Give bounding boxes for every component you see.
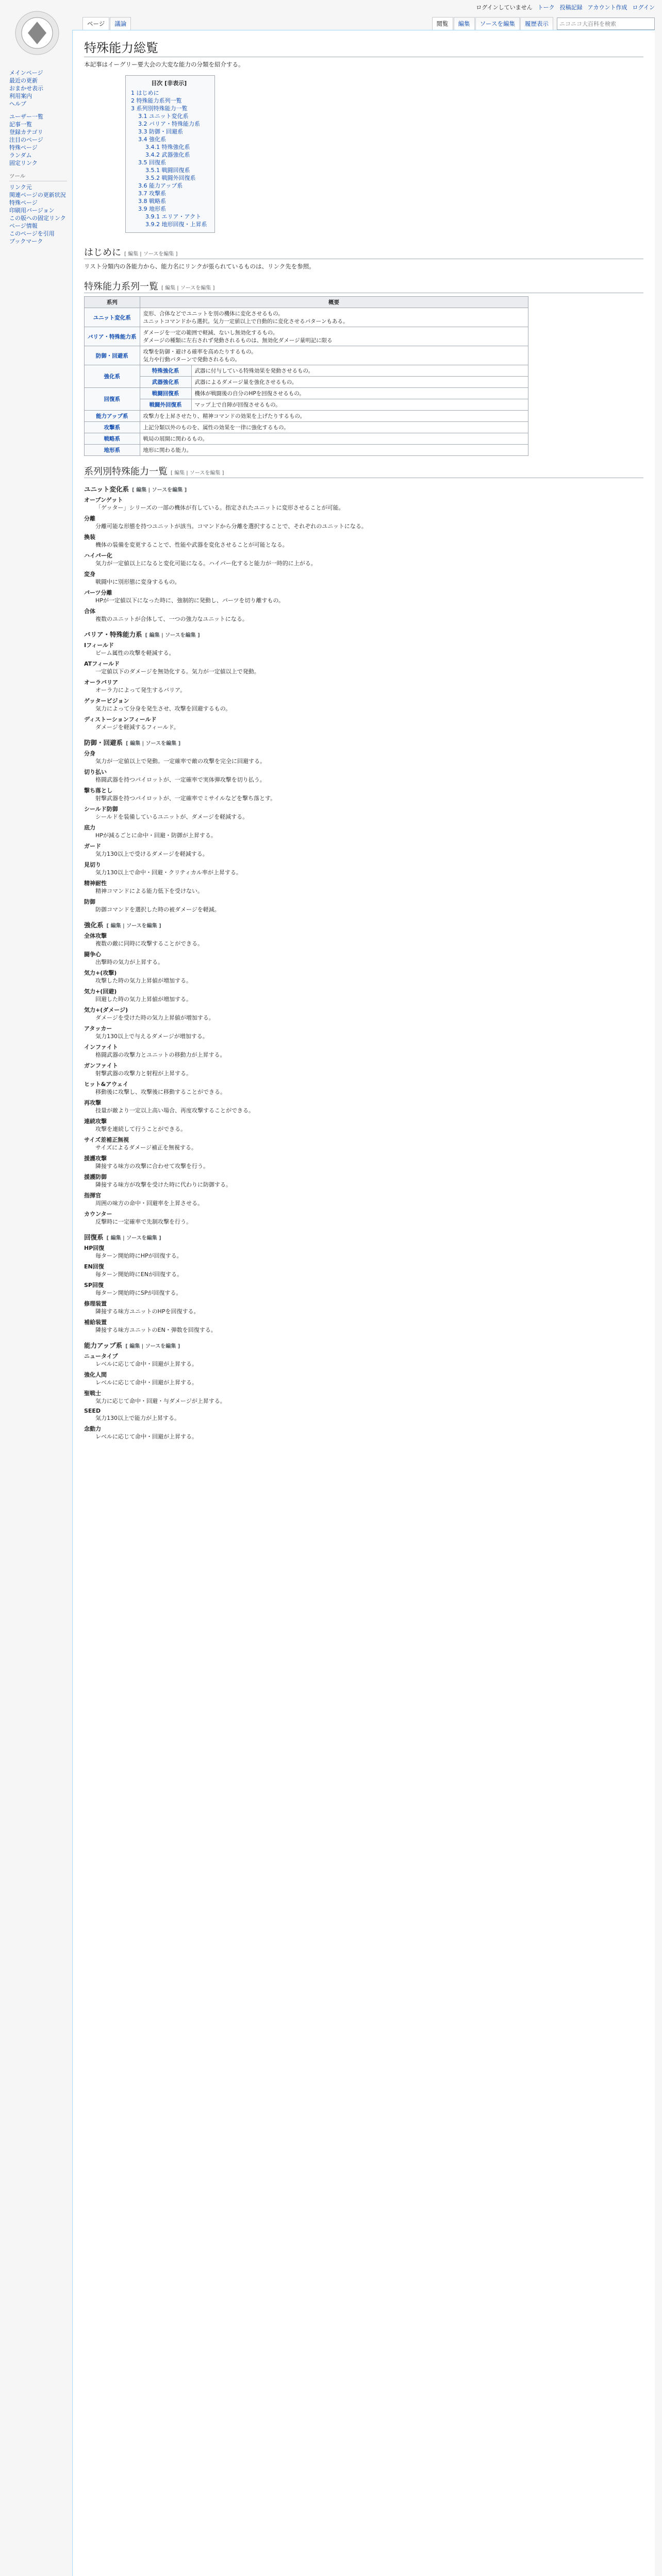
series-link[interactable]: バリア・特殊能力系	[88, 333, 137, 340]
ability-name: 連続攻撃	[84, 1118, 107, 1125]
series-desc: 武器に付与している特殊効果を発動させるもの。	[191, 365, 528, 377]
series-desc-line: 変形、合体などでユニットを別の機体に変化させるもの。	[143, 311, 284, 317]
tab-action-0[interactable]: 閲覧	[432, 17, 453, 30]
ability-desc: サイズによるダメージ補正を無視する。	[95, 1144, 197, 1151]
subsection-title: バリア・特殊能力系	[84, 631, 142, 638]
ability-desc: 機体の装備を変更することで、性能や武器を変化させることが可能となる。	[95, 541, 288, 548]
ability-desc: ビーム属性の攻撃を軽減する。	[95, 650, 175, 656]
subsection-title: 防御・回避系	[84, 739, 123, 747]
ability-name: サイズ差補正無視	[84, 1137, 129, 1143]
series-desc-line: 気力や行動パターンで発動されるもの。	[143, 357, 240, 363]
ability-name: HP回復	[84, 1245, 105, 1251]
table-row	[85, 365, 528, 377]
series-desc	[140, 433, 528, 445]
subseries-link[interactable]: 戦闘外回復系	[149, 402, 182, 408]
ability-desc: 移動後に攻撃し、攻撃後に移動することができる。	[95, 1089, 226, 1095]
ability-name: オープンゲット	[84, 497, 123, 503]
ability-name: 分離	[84, 515, 95, 522]
personal-link[interactable]: トーク	[537, 4, 555, 11]
series-table	[84, 296, 528, 456]
ability-name: SP回復	[84, 1282, 104, 1289]
ability-name: 指揮官	[84, 1192, 101, 1199]
ability-name: 気力+(攻撃)	[84, 970, 117, 976]
sidebar-item[interactable]: 固定リンク	[9, 160, 38, 166]
series-link[interactable]: 強化系	[104, 374, 120, 380]
ability-name: ニュータイプ	[84, 1353, 118, 1360]
table-row	[85, 346, 528, 365]
series-name[interactable]	[85, 388, 140, 411]
table-row	[85, 445, 528, 456]
series-desc-line: 上記分類以外のものを、属性の効果を一律に強化するもの。	[143, 425, 289, 431]
subseries-name[interactable]	[140, 399, 191, 411]
ability-desc: 隣接する味方ユニットのHPを回復する。	[95, 1308, 200, 1315]
sidebar-item[interactable]: ユーザー一覧	[9, 113, 43, 120]
personal-link[interactable]: ログイン	[632, 4, 655, 11]
ability-desc: 周囲の味方の命中・回避率を上昇させる。	[95, 1200, 203, 1207]
series-name[interactable]	[85, 411, 140, 422]
ability-name: カウンター	[84, 1211, 112, 1217]
sidebar-item[interactable]: 記事一覧	[9, 121, 32, 128]
sidebar-item[interactable]: ブックマーク	[9, 238, 43, 245]
ability-desc: HPが一定値以下になった時に、強制的に発動し、パーツを切り離すもの。	[95, 597, 285, 604]
series-desc	[140, 327, 528, 346]
ability-desc: 「ゲッター」シリーズの一部の機体が有している。指定されたユニットに変形させることが可能。	[95, 504, 344, 511]
section-heading: 特殊能力系列一覧 [ 編集 | ソースを編集 ]	[84, 279, 643, 293]
ability-desc: 防御コマンドを選択した時の被ダメージを軽減。	[95, 906, 220, 913]
personal-link[interactable]: アカウント作成	[587, 4, 627, 11]
ability-name: 換装	[84, 534, 95, 540]
tab-action-1[interactable]: 編集	[454, 17, 475, 30]
series-desc	[140, 422, 528, 433]
sidebar-item[interactable]: 登録カテゴリ	[9, 129, 43, 135]
ability-desc: 気力によって分身を発生させ、攻撃を回避するもの。	[95, 705, 231, 712]
sidebar-item[interactable]: おまかせ表示	[9, 85, 43, 92]
ability-name: ヒット&アウェイ	[84, 1081, 128, 1088]
ability-name: 闘争心	[84, 951, 101, 958]
ability-name: ガード	[84, 843, 101, 850]
sidebar-item[interactable]: 最近の更新	[9, 77, 38, 84]
series-link[interactable]: 能力アップ系	[96, 413, 128, 419]
sidebar-item[interactable]: ヘルプ	[9, 100, 26, 107]
table-header: 系列	[85, 297, 140, 308]
series-name[interactable]	[85, 433, 140, 445]
ability-desc: 射撃武器の攻撃力と射程が上昇する。	[95, 1070, 192, 1077]
series-link[interactable]: ユニット変化系	[93, 314, 131, 321]
ability-name: 念動力	[84, 1426, 101, 1432]
ability-desc: 射撃武器を持つパイロットが、一定確率でミサイルなどを撃ち落とす。	[95, 795, 276, 802]
edit-link[interactable]: [ 編集 | ソースを編集 ]	[132, 487, 187, 493]
sidebar-item[interactable]: リンク元	[9, 184, 32, 191]
table-row	[85, 399, 528, 411]
ability-name: 補給装置	[84, 1319, 107, 1326]
ability-desc: 気力130以上で命中・回避・クリティカル率が上昇する。	[95, 869, 242, 876]
toc-item[interactable]: 3.7 攻撃系	[138, 190, 166, 197]
section-heading: 系列別特殊能力一覧 [ 編集 | ソースを編集 ]	[84, 464, 643, 478]
table-row	[85, 422, 528, 433]
series-name[interactable]	[85, 346, 140, 365]
series-desc	[140, 411, 528, 422]
ability-name: インファイト	[84, 1044, 118, 1050]
subseries-link[interactable]: 戦闘回復系	[152, 391, 179, 397]
ability-name: 変身	[84, 571, 95, 578]
sidebar-item[interactable]: メインページ	[9, 70, 43, 76]
series-desc: 武器によるダメージ量を強化させるもの。	[191, 377, 528, 388]
toc-item[interactable]: 3.5.1 戦闘回復系	[145, 167, 190, 174]
sidebar-item[interactable]: 印刷用バージョン	[9, 207, 55, 214]
toc-item[interactable]: 3.6 能力アップ系	[138, 182, 183, 189]
edit-link[interactable]: [ 編集 | ソースを編集 ]	[106, 923, 161, 929]
ability-name: ゲッタービジョン	[84, 698, 129, 704]
table-row	[85, 433, 528, 445]
subsection-heading	[84, 484, 643, 494]
ability-name: ガンファイト	[84, 1062, 118, 1069]
ability-desc: 一定値以下のダメージを無効化する。気力が一定値以上で発動。	[95, 668, 260, 675]
toc-item[interactable]: 3.4.2 武器強化系	[145, 151, 190, 158]
ability-desc: ダメージを軽減するフィールド。	[95, 724, 179, 731]
series-desc-line: 戦局の展開に関わるもの。	[143, 436, 208, 442]
ability-name: 気力+(ダメージ)	[84, 1007, 128, 1013]
ability-desc: 気力に応じて命中・回避・与ダメージが上昇する。	[95, 1398, 226, 1404]
series-link[interactable]: 戦略系	[104, 436, 120, 442]
ability-name: ハイパー化	[84, 552, 112, 559]
subseries-name[interactable]	[140, 365, 191, 377]
section-text: リスト分類内の各能力から、能力名にリンクが張られているものは、リンク先を参照。	[84, 263, 315, 270]
ability-name: 底力	[84, 824, 95, 831]
sidebar-item[interactable]: このページを引用	[9, 230, 55, 237]
personal-tools	[476, 3, 655, 11]
edit-link[interactable]: [ 編集 | ソースを編集 ]	[125, 1344, 180, 1349]
series-desc	[140, 445, 528, 456]
series-desc-line: 地形に関わる能力。	[143, 447, 192, 453]
series-desc-line: ダメージを一定の範囲で軽減、ないし無効化するもの。	[143, 330, 278, 336]
toc-title[interactable]: 目次 [非表示]	[151, 80, 187, 87]
series-desc	[140, 346, 528, 365]
ability-desc: 毎ターン開始時にHPが回復する。	[95, 1252, 183, 1259]
table-row	[85, 308, 528, 327]
subseries-name[interactable]	[140, 377, 191, 388]
series-name[interactable]	[85, 445, 140, 456]
ability-name: EN回復	[84, 1263, 104, 1270]
subseries-name[interactable]	[140, 388, 191, 399]
page-tabs	[82, 15, 655, 30]
sidebar-group	[0, 113, 72, 167]
subsection-heading	[84, 738, 643, 747]
table-row	[85, 377, 528, 388]
toc-item[interactable]: 3.4.1 特殊強化系	[145, 144, 190, 150]
ability-desc: 技量が敵より一定以上高い場合、再度攻撃することができる。	[95, 1107, 254, 1114]
toc-item[interactable]: 2 特殊能力系列一覧	[131, 97, 182, 104]
subsection-heading	[84, 1232, 643, 1242]
subsection-heading	[84, 1341, 643, 1350]
tab-action-2[interactable]: ソースを編集	[475, 17, 520, 30]
ability-name: 分身	[84, 750, 95, 757]
personal-link[interactable]: 投稿記録	[559, 4, 583, 11]
ability-name: 見切り	[84, 861, 101, 868]
ability-desc: 複数のユニットが合体して、一つの強力なユニットになる。	[95, 616, 248, 622]
toc-item[interactable]: 3.8 戦略系	[138, 198, 166, 205]
edit-link[interactable]: [ 編集 | ソースを編集 ]	[161, 285, 215, 291]
edit-link[interactable]: [ 編集 | ソースを編集 ]	[171, 470, 224, 476]
table-of-contents	[125, 75, 215, 233]
ability-desc: 戦闘中に別形態に変身するもの。	[95, 579, 180, 585]
ability-name: 撃ち落とし	[84, 787, 112, 794]
sidebar-group-title: ツール	[9, 172, 67, 181]
toc-item[interactable]: 3.9 地形系	[138, 206, 166, 212]
series-desc	[140, 308, 528, 327]
page-title: 特殊能力総覧	[84, 38, 643, 57]
ability-desc: 格闘武器の攻撃力とユニットの移動力が上昇する。	[95, 1052, 226, 1058]
sidebar-item[interactable]: 注目のページ	[9, 137, 43, 143]
section-heading: はじめに [ 編集 | ソースを編集 ]	[84, 245, 643, 259]
toc-item[interactable]: 3.4 強化系	[138, 136, 166, 143]
subseries-link[interactable]: 特殊強化系	[152, 368, 179, 374]
ability-desc: レベルに応じて命中・回避が上昇する。	[95, 1433, 197, 1440]
site-logo[interactable]	[7, 6, 67, 63]
subsection-heading	[84, 920, 643, 929]
ability-desc: 攻撃を連続して行うことができる。	[95, 1126, 186, 1132]
ability-desc: レベルに応じて命中・回避が上昇する。	[95, 1379, 197, 1386]
series-desc-line: 攻撃を防御・避ける確率を高めたりするもの。	[143, 349, 257, 355]
series-desc-line: ユニットコマンドから選択。気力一定値以上で自動的に変化させるパターンもある。	[143, 318, 349, 325]
series-desc-line: 攻撃力を上昇させたり、精神コマンドの効果を上げたりするもの。	[143, 413, 306, 419]
subsection-title: ユニット変化系	[84, 485, 129, 493]
series-link[interactable]: 攻撃系	[104, 425, 120, 431]
edit-link[interactable]: [ 編集 | ソースを編集 ]	[106, 1235, 161, 1241]
series-link[interactable]: 地形系	[104, 447, 120, 453]
edit-link[interactable]: [ 編集 | ソースを編集 ]	[145, 633, 200, 638]
ability-desc: 気力が一定値以上になると変化可能になる。ハイパー化すると能力が一時的に上がる。	[95, 560, 317, 567]
table-row	[85, 327, 528, 346]
ability-name: 気力+(回避)	[84, 988, 117, 995]
ability-name: 修理装置	[84, 1300, 107, 1307]
ability-desc: 回避した時の気力上昇値が増加する。	[95, 996, 192, 1003]
main-content	[72, 30, 655, 2576]
ability-desc: 分離可能な形態を持つユニットが該当。コマンドから分離を選択することで、それぞれのユニットになる。	[95, 523, 367, 530]
series-name[interactable]	[85, 308, 140, 327]
edit-link[interactable]: [ 編集 | ソースを編集 ]	[124, 251, 178, 257]
ability-desc: 毎ターン開始時にENが回復する。	[95, 1271, 183, 1278]
sidebar-item[interactable]: この版への固定リンク	[9, 215, 66, 222]
ability-name: 合体	[84, 608, 95, 615]
toc-item[interactable]: 3.2 バリア・特殊能力系	[138, 121, 200, 127]
ability-desc: 隣接する味方ユニットのEN・弾数を回復する。	[95, 1327, 217, 1333]
tab-action-3[interactable]: 履歴表示	[520, 17, 553, 30]
ability-name: オーラバリア	[84, 679, 118, 686]
series-desc-line: ダメージの種類に左右されず発動されるものは、無効化ダメージ量明記に限る	[143, 337, 333, 344]
ability-desc: シールドを装備しているユニットが、ダメージを軽減する。	[95, 814, 249, 820]
ability-desc: 気力130以上で受けるダメージを軽減する。	[95, 851, 208, 857]
search-input[interactable]: ニコニコ大百科を検索	[557, 18, 655, 30]
ability-name: 援護攻撃	[84, 1155, 107, 1162]
toc-item[interactable]: 3.3 防御・回避系	[138, 128, 183, 135]
series-link[interactable]: 回復系	[104, 396, 120, 402]
subseries-link[interactable]: 武器強化系	[152, 379, 179, 385]
series-desc: マップ上で自陣が回復させるもの。	[191, 399, 528, 411]
toc-item[interactable]: 3.5.2 戦闘外回復系	[145, 175, 196, 181]
ability-name: Iフィールド	[84, 642, 114, 649]
ability-desc: 出撃時の気力が上昇する。	[95, 959, 163, 965]
ability-name: 精神耐性	[84, 880, 107, 887]
subsection-title: 能力アップ系	[84, 1342, 123, 1349]
entries-list	[84, 484, 643, 1441]
sidebar	[0, 69, 72, 250]
sidebar-item[interactable]: ランダム	[9, 152, 32, 159]
series-desc: 機体が戦闘後の自分のHPを回復させるもの。	[191, 388, 528, 399]
toc-item[interactable]: 1 はじめに	[131, 90, 159, 96]
sidebar-group	[0, 69, 72, 108]
series-name[interactable]	[85, 365, 140, 388]
ability-name: ATフィールド	[84, 660, 120, 667]
sidebar-group	[0, 172, 72, 245]
ability-desc: 気力が一定値以上で発動。一定確率で敵の攻撃を完全に回避する。	[95, 758, 266, 765]
toc-item[interactable]: 3 系列別特殊能力一覧	[131, 105, 188, 112]
ability-name: 援護防御	[84, 1174, 107, 1180]
table-row	[85, 411, 528, 422]
sidebar-item[interactable]: 利用案内	[9, 93, 32, 99]
ability-desc: 格闘武器を持つパイロットが、一定確率で実体弾攻撃を切り払う。	[95, 776, 266, 783]
sidebar-item[interactable]: ページ情報	[9, 223, 38, 229]
ability-desc: 毎ターン開始時にSPが回復する。	[95, 1290, 182, 1296]
ability-desc: 精神コマンドによる能力低下を受けない。	[95, 888, 203, 894]
ability-desc: オーラ力によって発生するバリア。	[95, 687, 186, 693]
table-row	[85, 388, 528, 399]
intro-text: 本記事はイーグリー要大会の大変な能力の分類を紹介する。	[84, 61, 244, 68]
series-name[interactable]	[85, 327, 140, 346]
ability-desc: 隣接する味方が攻撃を受けた時に代わりに防御する。	[95, 1181, 231, 1188]
ability-name: ディストーションフィールド	[84, 716, 157, 723]
edit-link[interactable]: [ 編集 | ソースを編集 ]	[126, 741, 181, 747]
sidebar-item[interactable]: 特殊ページ	[9, 144, 38, 151]
ability-desc: HPが減るごとに命中・回避・防御が上昇する。	[95, 832, 217, 839]
ability-desc: 反撃時に一定確率で先制攻撃を行う。	[95, 1218, 192, 1225]
series-link[interactable]: 防御・回避系	[95, 352, 128, 359]
ability-name: 全体攻撃	[84, 933, 107, 939]
ability-name: 強化人間	[84, 1371, 107, 1378]
subsection-heading	[84, 630, 643, 639]
sidebar-item[interactable]: 関連ページの更新状況	[9, 192, 66, 198]
ability-desc: レベルに応じて命中・回避が上昇する。	[95, 1361, 197, 1367]
ability-name: シールド防御	[84, 806, 118, 812]
ability-desc: ダメージを受けた時の気力上昇値が増加する。	[95, 1014, 214, 1021]
ability-desc: 複数の敵に同時に攻撃することができる。	[95, 940, 203, 947]
subsection-title: 強化系	[84, 921, 104, 929]
table-header: 概要	[140, 297, 528, 308]
ability-name: SEED	[84, 1408, 101, 1414]
sidebar-item[interactable]: 特殊ページ	[9, 199, 38, 206]
toc-item[interactable]: 3.1 ユニット変化系	[138, 113, 189, 120]
ability-name: 聖戦士	[84, 1390, 101, 1397]
tab-1[interactable]: 議論	[110, 17, 131, 30]
ability-name: 切り払い	[84, 769, 107, 775]
ability-desc: 気力130以上で能力が上昇する。	[95, 1415, 180, 1421]
subsection-title: 回復系	[84, 1233, 104, 1241]
ability-name: パーツ分離	[84, 589, 112, 596]
ability-desc: 気力130以上で与えるダメージが増加する。	[95, 1033, 208, 1040]
toc-item[interactable]: 3.5 回復系	[138, 159, 166, 166]
personal-link: ログインしていません	[476, 4, 533, 11]
series-name[interactable]	[85, 422, 140, 433]
ability-name: 再攻撃	[84, 1099, 101, 1106]
ability-desc: 隣接する味方の攻撃に合わせて攻撃を行う。	[95, 1163, 209, 1170]
ability-name: 防御	[84, 899, 95, 905]
toc-item[interactable]: 3.9.2 地形回復・上昇系	[145, 221, 207, 228]
ability-desc: 攻撃した時の気力上昇値が増加する。	[95, 977, 192, 984]
tab-0[interactable]: ページ	[82, 17, 109, 30]
toc-item[interactable]: 3.9.1 エリア・アクト	[145, 213, 202, 220]
ability-name: アタッカー	[84, 1025, 112, 1032]
